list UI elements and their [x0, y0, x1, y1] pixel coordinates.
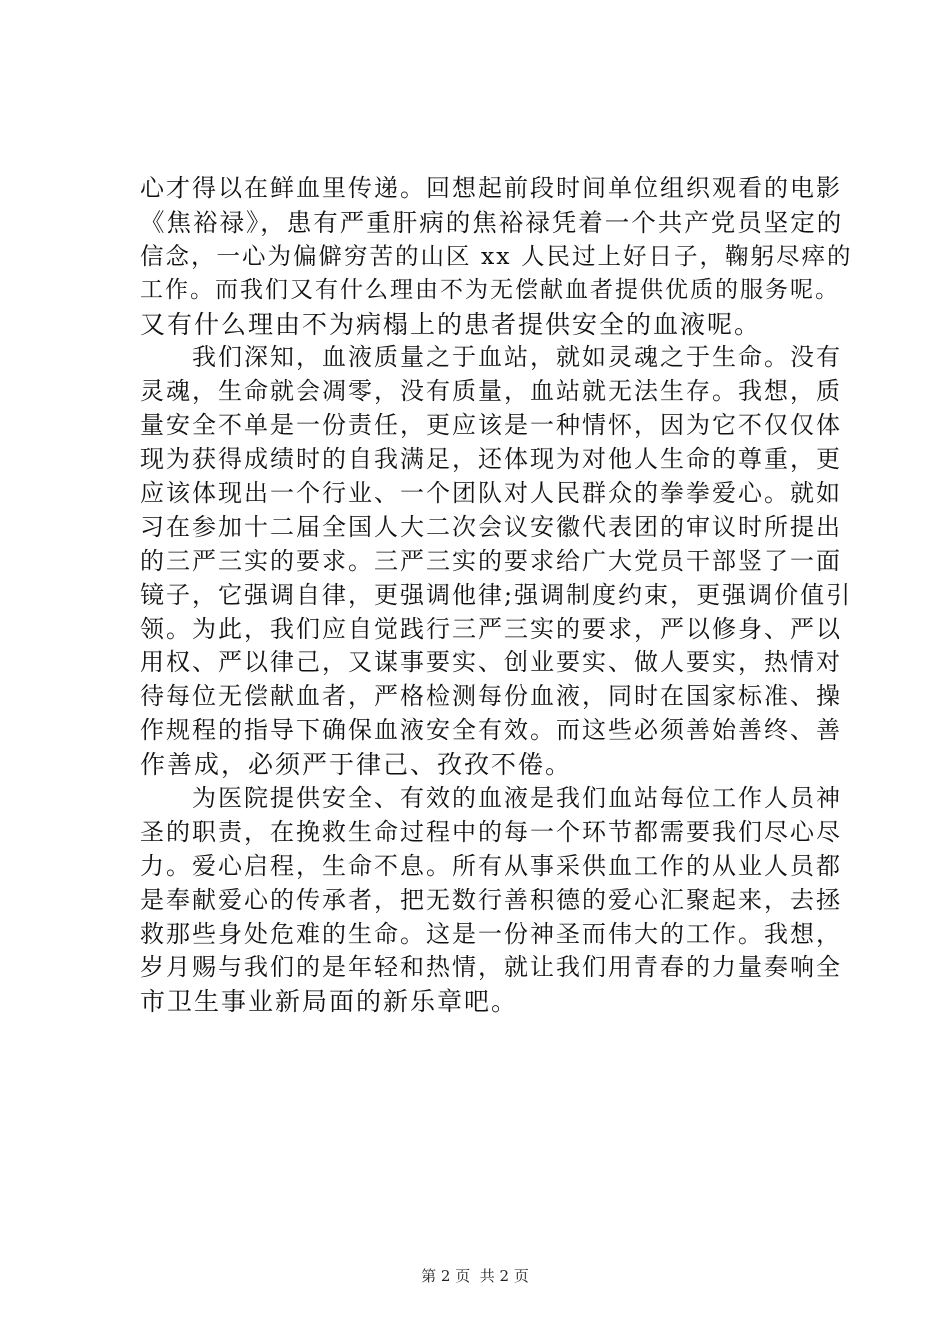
text-line: 圣的职责，在挽救生命过程中的每一个环节都需要我们尽心尽: [140, 817, 842, 846]
text-line: 工作。而我们又有什么理由不为无偿献血者提供优质的服务呢。: [140, 276, 840, 303]
body-text: [140, 172, 852, 1019]
text-line: 为医院提供安全、有效的血液是我们血站每位工作人员神: [140, 784, 842, 813]
text-line: 是奉献爱心的传承者，把无数行善积德的爱心汇聚起来，去拯: [140, 885, 842, 914]
text-line: 救那些身处危难的生命。这是一份神圣而伟大的工作。我想，: [140, 919, 842, 948]
text-line: 《焦裕禄》，患有严重肝病的焦裕禄凭着一个共产党员坚定的: [140, 207, 844, 237]
text-line: 力。爱心启程，生命不息。所有从事采供血工作的从业人员都: [140, 851, 842, 880]
text-line: 镜子，它强调自律，更强调他律;强调制度约束，更强调价值引: [140, 580, 853, 609]
text-line: 作规程的指导下确保血液安全有效。而这些必须善始善终、善: [140, 716, 842, 745]
text-line: 作善成，必须严于律己、孜孜不倦。: [140, 750, 573, 780]
text-line: 的三严三实的要求。三严三实的要求给广大党员干部竖了一面: [140, 546, 842, 575]
text-line: 市卫生事业新局面的新乐章吧。: [140, 987, 519, 1017]
text-line: 灵魂，生命就会凋零，没有质量，血站就无法生存。我想，质: [140, 377, 842, 406]
text-line: 岁月赐与我们的是年轻和热情，就让我们用青春的力量奏响全: [140, 953, 842, 982]
text-line: 信念，一心为偏僻穷苦的山区 xx 人民过上好日子，鞠躬尽瘁的: [140, 241, 853, 270]
text-line: 用权、严以律己，又谋事要实、创业要实、做人要实，热情对: [140, 648, 842, 677]
text-line: 量安全不单是一份责任，更应该是一种情怀，因为它不仅仅体: [140, 411, 842, 440]
text-line: 我们深知，血液质量之于血站，就如灵魂之于生命。没有: [140, 343, 842, 372]
text-line: 应该体现出一个行业、一个团队对人民群众的拳拳爱心。就如: [140, 479, 842, 508]
text-line: 待每位无偿献血者，严格检测每份血液，同时在国家标准、操: [140, 682, 842, 711]
page-number-footer: 第 2 页 共 2 页: [421, 1267, 529, 1285]
text-line: 习在参加十二届全国人大二次会议安徽代表团的审议时所提出: [140, 512, 842, 541]
text-line: 领。为此，我们应自觉践行三严三实的要求，严以修身、严以: [140, 614, 842, 643]
text-line: 又有什么理由不为病榻上的患者提供安全的血液呢。: [140, 309, 762, 339]
text-line: 心才得以在鲜血里传递。回想起前段时间单位组织观看的电影: [140, 174, 842, 202]
text-line: 现为获得成绩时的自我满足，还体现为对他人生命的尊重，更: [140, 445, 842, 474]
